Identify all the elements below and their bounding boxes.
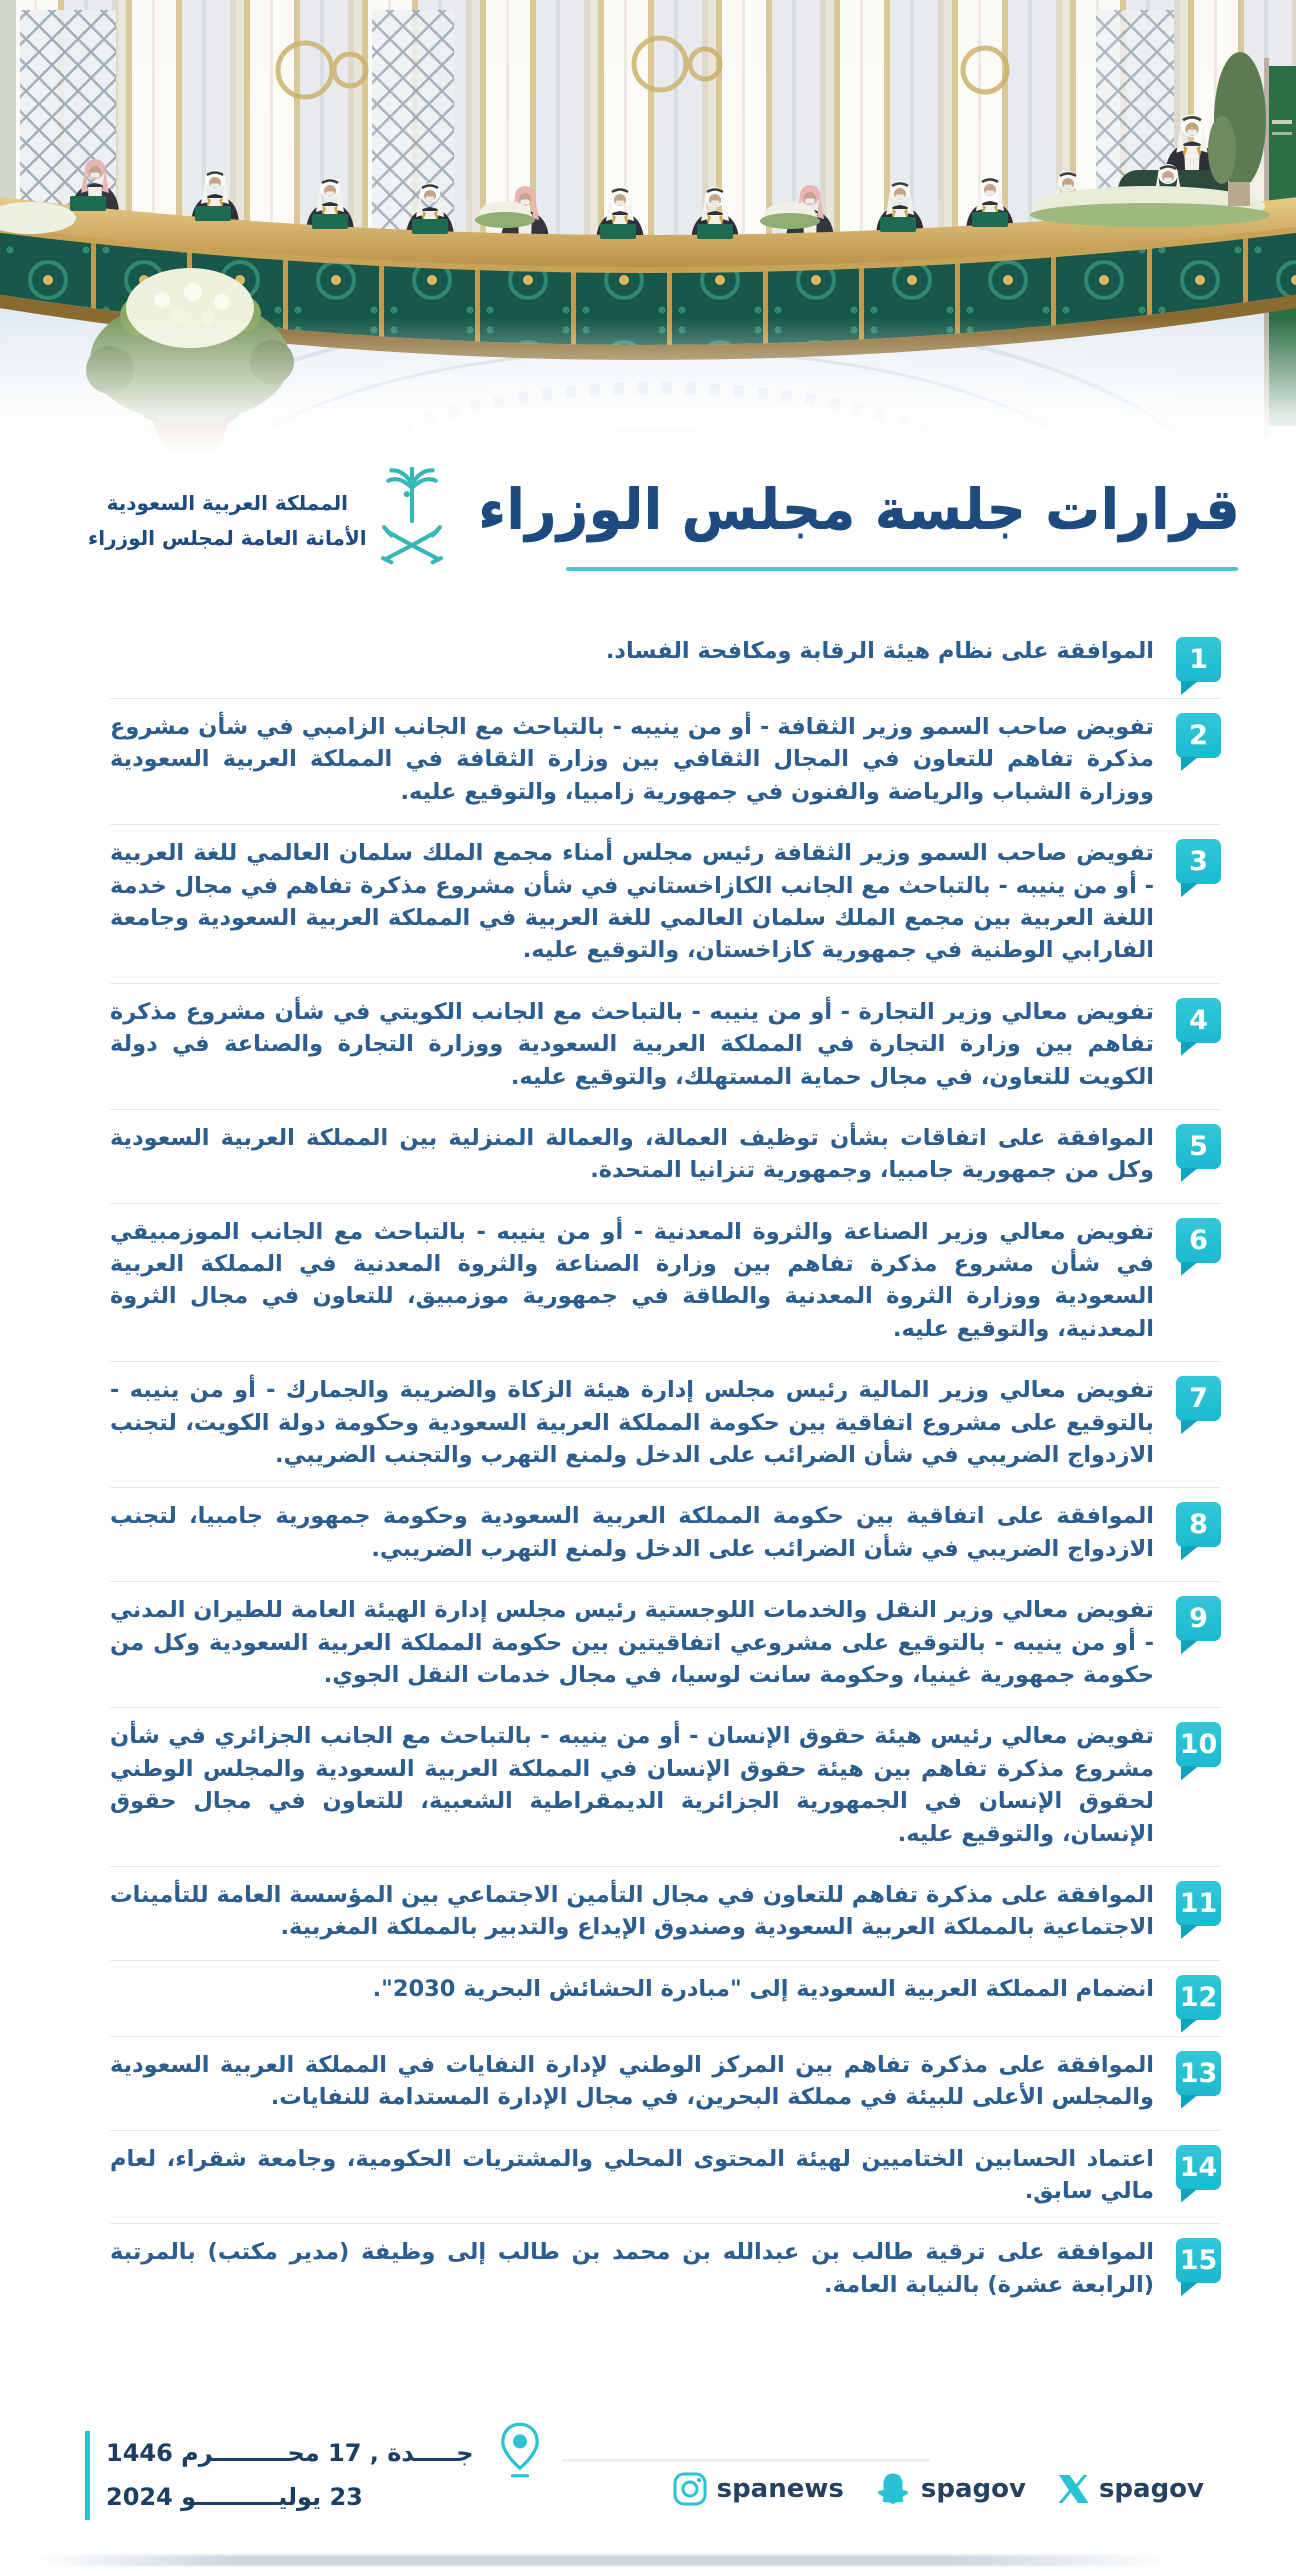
snapchat-link[interactable] <box>874 2471 1026 2507</box>
decision-text: الموافقة على ترقية طالب بن عبدالله بن محمد بن طالب إلى وظيفة (مدير مكتب) بالمرتبة (الرابعة عشرة) بالنيابة العامة. <box>110 2239 1154 2298</box>
x-link[interactable] <box>1056 2472 1204 2506</box>
decision-number-badge: 5 <box>1176 1124 1221 1169</box>
gregorian-date: 23 يوليــــــــــو 2024 <box>106 2483 363 2512</box>
social-handle: spagov <box>920 2474 1026 2504</box>
decision-number-badge: 4 <box>1176 998 1221 1043</box>
photo-fade <box>0 318 1296 455</box>
instagram-link[interactable] <box>672 2471 844 2507</box>
decision-item <box>110 1487 1221 1581</box>
logo-line-kingdom: المملكة العربية السعودية <box>106 491 348 515</box>
decision-number-badge: 14 <box>1176 2145 1221 2190</box>
decision-text: الموافقة على مذكرة تفاهم للتعاون في مجال التأمين الاجتماعي بين المؤسسة العامة للتأمينات الاجتماعية بالمملكة العربية السعودية وصندوق الإيداع والتدبير بالمملكة المغربية. <box>110 1881 1154 1941</box>
x-icon <box>1056 2472 1090 2506</box>
decision-text: اعتماد الحسابين الختاميين لهيئة المحتوى المحلي والمشتريات الحكومية، وجامعة شقراء، لعام مالي سابق. <box>110 2145 1154 2204</box>
decision-item <box>110 1960 1221 2036</box>
decision-item <box>110 1203 1221 1362</box>
decision-text: الموافقة على اتفاقات بشأن توظيف العمالة، والعمالة المنزلية بين المملكة العربية السعودية وكل من جمهورية جامبيا، وجمهورية تنزانيا المتحدة. <box>110 1124 1154 1184</box>
decision-text: الموافقة على نظام هيئة الرقابة ومكافحة الفساد. <box>605 638 1154 664</box>
decision-item <box>110 2130 1221 2224</box>
hijri-date: جـــــدة , 17 محـــــــــرم 1446 <box>106 2439 474 2467</box>
decision-number-badge: 12 <box>1176 1975 1221 2020</box>
decision-number-badge: 2 <box>1176 713 1221 758</box>
header <box>0 455 1296 623</box>
logo-line-secretariat: الأمانة العامة لمجلس الوزراء <box>88 526 367 550</box>
decision-text: تفويض معالي وزير النقل والخدمات اللوجستية رئيس مجلس إدارة الهيئة العامة للطيران المدني - أو من ينيبه - بالتوقيع على مشروعي اتفاقيتين بين حكومة المملكة العربية السعودية وكل من حكومة جمهورية غينيا، وحكومة سانت لوسيا، في مجال خدمات النقل الجوي. <box>110 1597 1154 1688</box>
meeting-photo-banner <box>0 0 1296 455</box>
decision-text: تفويض معالي رئيس هيئة حقوق الإنسان - أو من ينيبه - بالتباحث مع الجانب الجزائري في شأن مشروع مذكرة تفاهم بين هيئة حقوق الإنسان في المملكة العربية السعودية والمجلس الوطني لحقوق الإنسان في الجمهورية الجزائرية الديمقراطية الشعبية، للتعاون في مجال حقوق الإنسان، والتوقيع عليه. <box>110 1723 1154 1847</box>
bottom-shadow-bar <box>30 2555 1176 2566</box>
snapchat-icon <box>874 2471 912 2507</box>
decision-item <box>110 1109 1221 1203</box>
decision-number-badge: 15 <box>1176 2238 1221 2283</box>
social-handle: spanews <box>716 2474 844 2504</box>
decision-item <box>110 2036 1221 2130</box>
palm-swords-emblem-icon <box>381 467 443 575</box>
meeting-photo-illustration <box>0 0 1296 455</box>
decision-text: تفويض معالي وزير التجارة - أو من ينيبه - بالتباحث مع الجانب الكويتي في شأن مشروع مذكرة تفاهم بين وزارة التجارة في المملكة العربية السعودية ووزارة التجارة والصناعة في دولة الكويت للتعاون، في مجال حماية المستهلك، والتوقيع عليه. <box>110 998 1154 1090</box>
decision-item <box>110 1581 1221 1707</box>
decision-number-badge: 3 <box>1176 839 1221 884</box>
decision-item <box>110 1866 1221 1960</box>
page-title: قرارات جلسة مجلس الوزراء <box>478 477 1240 541</box>
decision-item <box>110 1361 1221 1487</box>
social-handle: spagov <box>1098 2474 1204 2504</box>
decision-item <box>110 698 1221 824</box>
decision-number-badge: 13 <box>1176 2051 1221 2096</box>
date-block <box>85 2431 474 2520</box>
social-links <box>672 2471 1204 2507</box>
footer-faint-line <box>562 2459 930 2462</box>
location-pin-icon <box>498 2421 542 2483</box>
logo-text <box>88 486 367 556</box>
decision-item <box>110 1707 1221 1866</box>
decision-text: الموافقة على مذكرة تفاهم بين المركز الوطني لإدارة النفايات في المملكة العربية السعودية والمجلس الأعلى للبيئة في مملكة البحرين، في مجال الإدارة المستدامة للنفايات. <box>110 2051 1154 2111</box>
decision-number-badge: 8 <box>1176 1502 1221 1547</box>
decisions-list <box>110 623 1221 2391</box>
title-underline <box>566 567 1238 571</box>
decision-text: تفويض معالي وزير المالية رئيس مجلس إدارة هيئة الزكاة والضريبة والجمارك - أو من ينيبه - بالتوقيع على مشروع اتفاقية بين حكومة المملكة العربية السعودية وحكومة دولة الكويت، لتجنب الازدواج الضريبي في شأن الضرائب على الدخل ولمنع التهرب والتجنب الضريبي. <box>110 1377 1154 1469</box>
decision-item <box>110 2223 1221 2317</box>
decision-text: تفويض معالي وزير الصناعة والثروة المعدنية - أو من ينيبه - بالتباحث مع الجانب الموزمبيقي في شأن مشروع مذكرة تفاهم بين وزارة الصناعة والثروة المعدنية في المملكة العربية السعودية ووزارة الثروة المعدنية والطاقة في جمهورية موزمبيق، للتعاون في مجال الثروة المعدنية، والتوقيع عليه. <box>110 1218 1154 1342</box>
decision-number-badge: 11 <box>1176 1881 1221 1926</box>
instagram-icon <box>672 2471 708 2507</box>
secretariat-logo <box>88 467 443 575</box>
footer <box>0 2413 1296 2543</box>
decision-item <box>110 983 1221 1109</box>
decision-number-badge: 10 <box>1176 1722 1221 1767</box>
decision-number-badge: 1 <box>1176 637 1221 682</box>
decision-item <box>110 623 1221 698</box>
decision-number-badge: 9 <box>1176 1596 1221 1641</box>
decision-text: تفويض صاحب السمو وزير الثقافة - أو من ينيبه - بالتباحث مع الجانب الزامبي في شأن مشروع مذكرة تفاهم للتعاون في المجال الثقافي بين وزارة الثقافة في المملكة العربية السعودية ووزارة الشباب والرياضة والفنون في جمهورية زامبيا، والتوقيع عليه. <box>110 714 1154 805</box>
decision-number-badge: 6 <box>1176 1218 1221 1263</box>
decision-text: الموافقة على اتفاقية بين حكومة المملكة العربية السعودية وحكومة جمهورية جامبيا، لتجنب الازدواج الضريبي في شأن الضرائب على الدخل ولمنع التهرب الضريبي. <box>110 1503 1154 1562</box>
decision-item <box>110 824 1221 983</box>
decision-number-badge: 7 <box>1176 1376 1221 1421</box>
decision-text: تفويض صاحب السمو وزير الثقافة رئيس مجلس أمناء مجمع الملك سلمان العالمي للغة العربية - أو من ينيبه - بالتباحث مع الجانب الكازاخستاني في شأن مشروع مذكرة تفاهم في مجال خدمة اللغة العربية بين مجمع الملك سلمان العالمي للغة العربية في المملكة العربية السعودية وجامعة الفارابي الوطنية في جمهورية كازاخستان، والتوقيع عليه. <box>110 840 1154 964</box>
decision-text: انضمام المملكة العربية السعودية إلى "مبادرة الحشائش البحرية 2030". <box>372 1975 1154 2002</box>
